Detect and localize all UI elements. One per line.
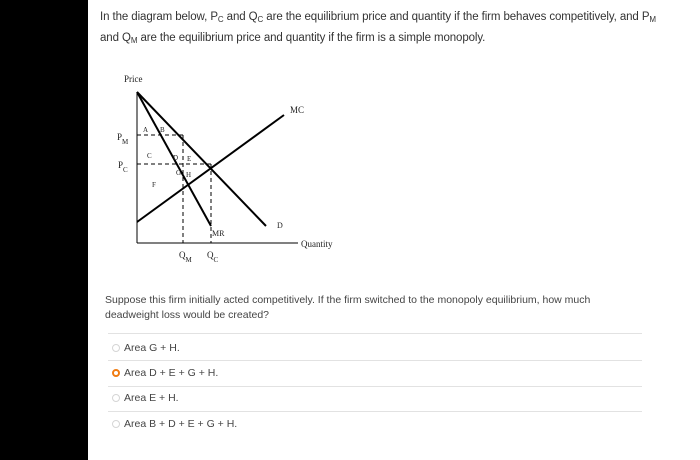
divider: [108, 386, 642, 387]
pm-label: $P_M$: [117, 132, 129, 146]
y-axis-label: Price: [124, 74, 143, 84]
demand-curve: [137, 92, 266, 226]
radio-button-selected[interactable]: [112, 369, 120, 377]
option-g-h[interactable]: [88, 340, 648, 360]
question-card: [88, 0, 700, 460]
option-label: Area B + D + E + G + H.: [124, 418, 238, 430]
radio-button[interactable]: [112, 420, 120, 428]
sub-question: [105, 293, 665, 323]
mc-label: MC: [290, 105, 305, 115]
qm-label: $Q_M$: [179, 250, 192, 264]
divider: [108, 333, 642, 334]
area-a-label: A: [143, 126, 149, 134]
d-label: D: [277, 221, 283, 230]
area-d-label: D: [173, 154, 179, 162]
option-label: Area E + H.: [124, 392, 179, 404]
option-e-h[interactable]: [88, 390, 648, 410]
divider: [108, 411, 642, 412]
x-axis-label: Quantity: [301, 239, 333, 249]
sub-question-line-1: Suppose this firm initially acted competitively. If the firm switched to the monopoly equilibrium, how much: [105, 294, 591, 306]
question-line-2: and $Q_M$ are the equilibrium price and quantity if the firm is a simple monopoly.: [100, 32, 486, 45]
pc-label: $P_C$: [118, 160, 128, 174]
radio-button[interactable]: [112, 344, 120, 352]
area-g-label: G: [176, 169, 182, 177]
area-e-label: E: [187, 155, 192, 163]
option-label: Area D + E + G + H.: [124, 367, 219, 379]
option-d-e-g-h[interactable]: [88, 365, 648, 385]
divider: [108, 360, 642, 361]
area-c-label: C: [147, 152, 152, 160]
sub-question-line-2: deadweight loss would be created?: [105, 309, 270, 321]
qc-label: $Q_C$: [207, 250, 219, 264]
area-b-label: B: [160, 126, 165, 134]
area-f-label: F: [152, 181, 156, 189]
area-h-label: H: [186, 171, 192, 179]
option-label: Area G + H.: [124, 342, 180, 354]
radio-button[interactable]: [112, 394, 120, 402]
mr-label: MR: [212, 229, 225, 238]
option-b-d-e-g-h[interactable]: [88, 416, 648, 436]
monopoly-diagram: [88, 0, 700, 300]
question-line-1: In the diagram below, $P_C$ and $Q_C$ are the equilibrium price and quantity if the firm behaves competitively, and $P_M$: [100, 11, 656, 24]
